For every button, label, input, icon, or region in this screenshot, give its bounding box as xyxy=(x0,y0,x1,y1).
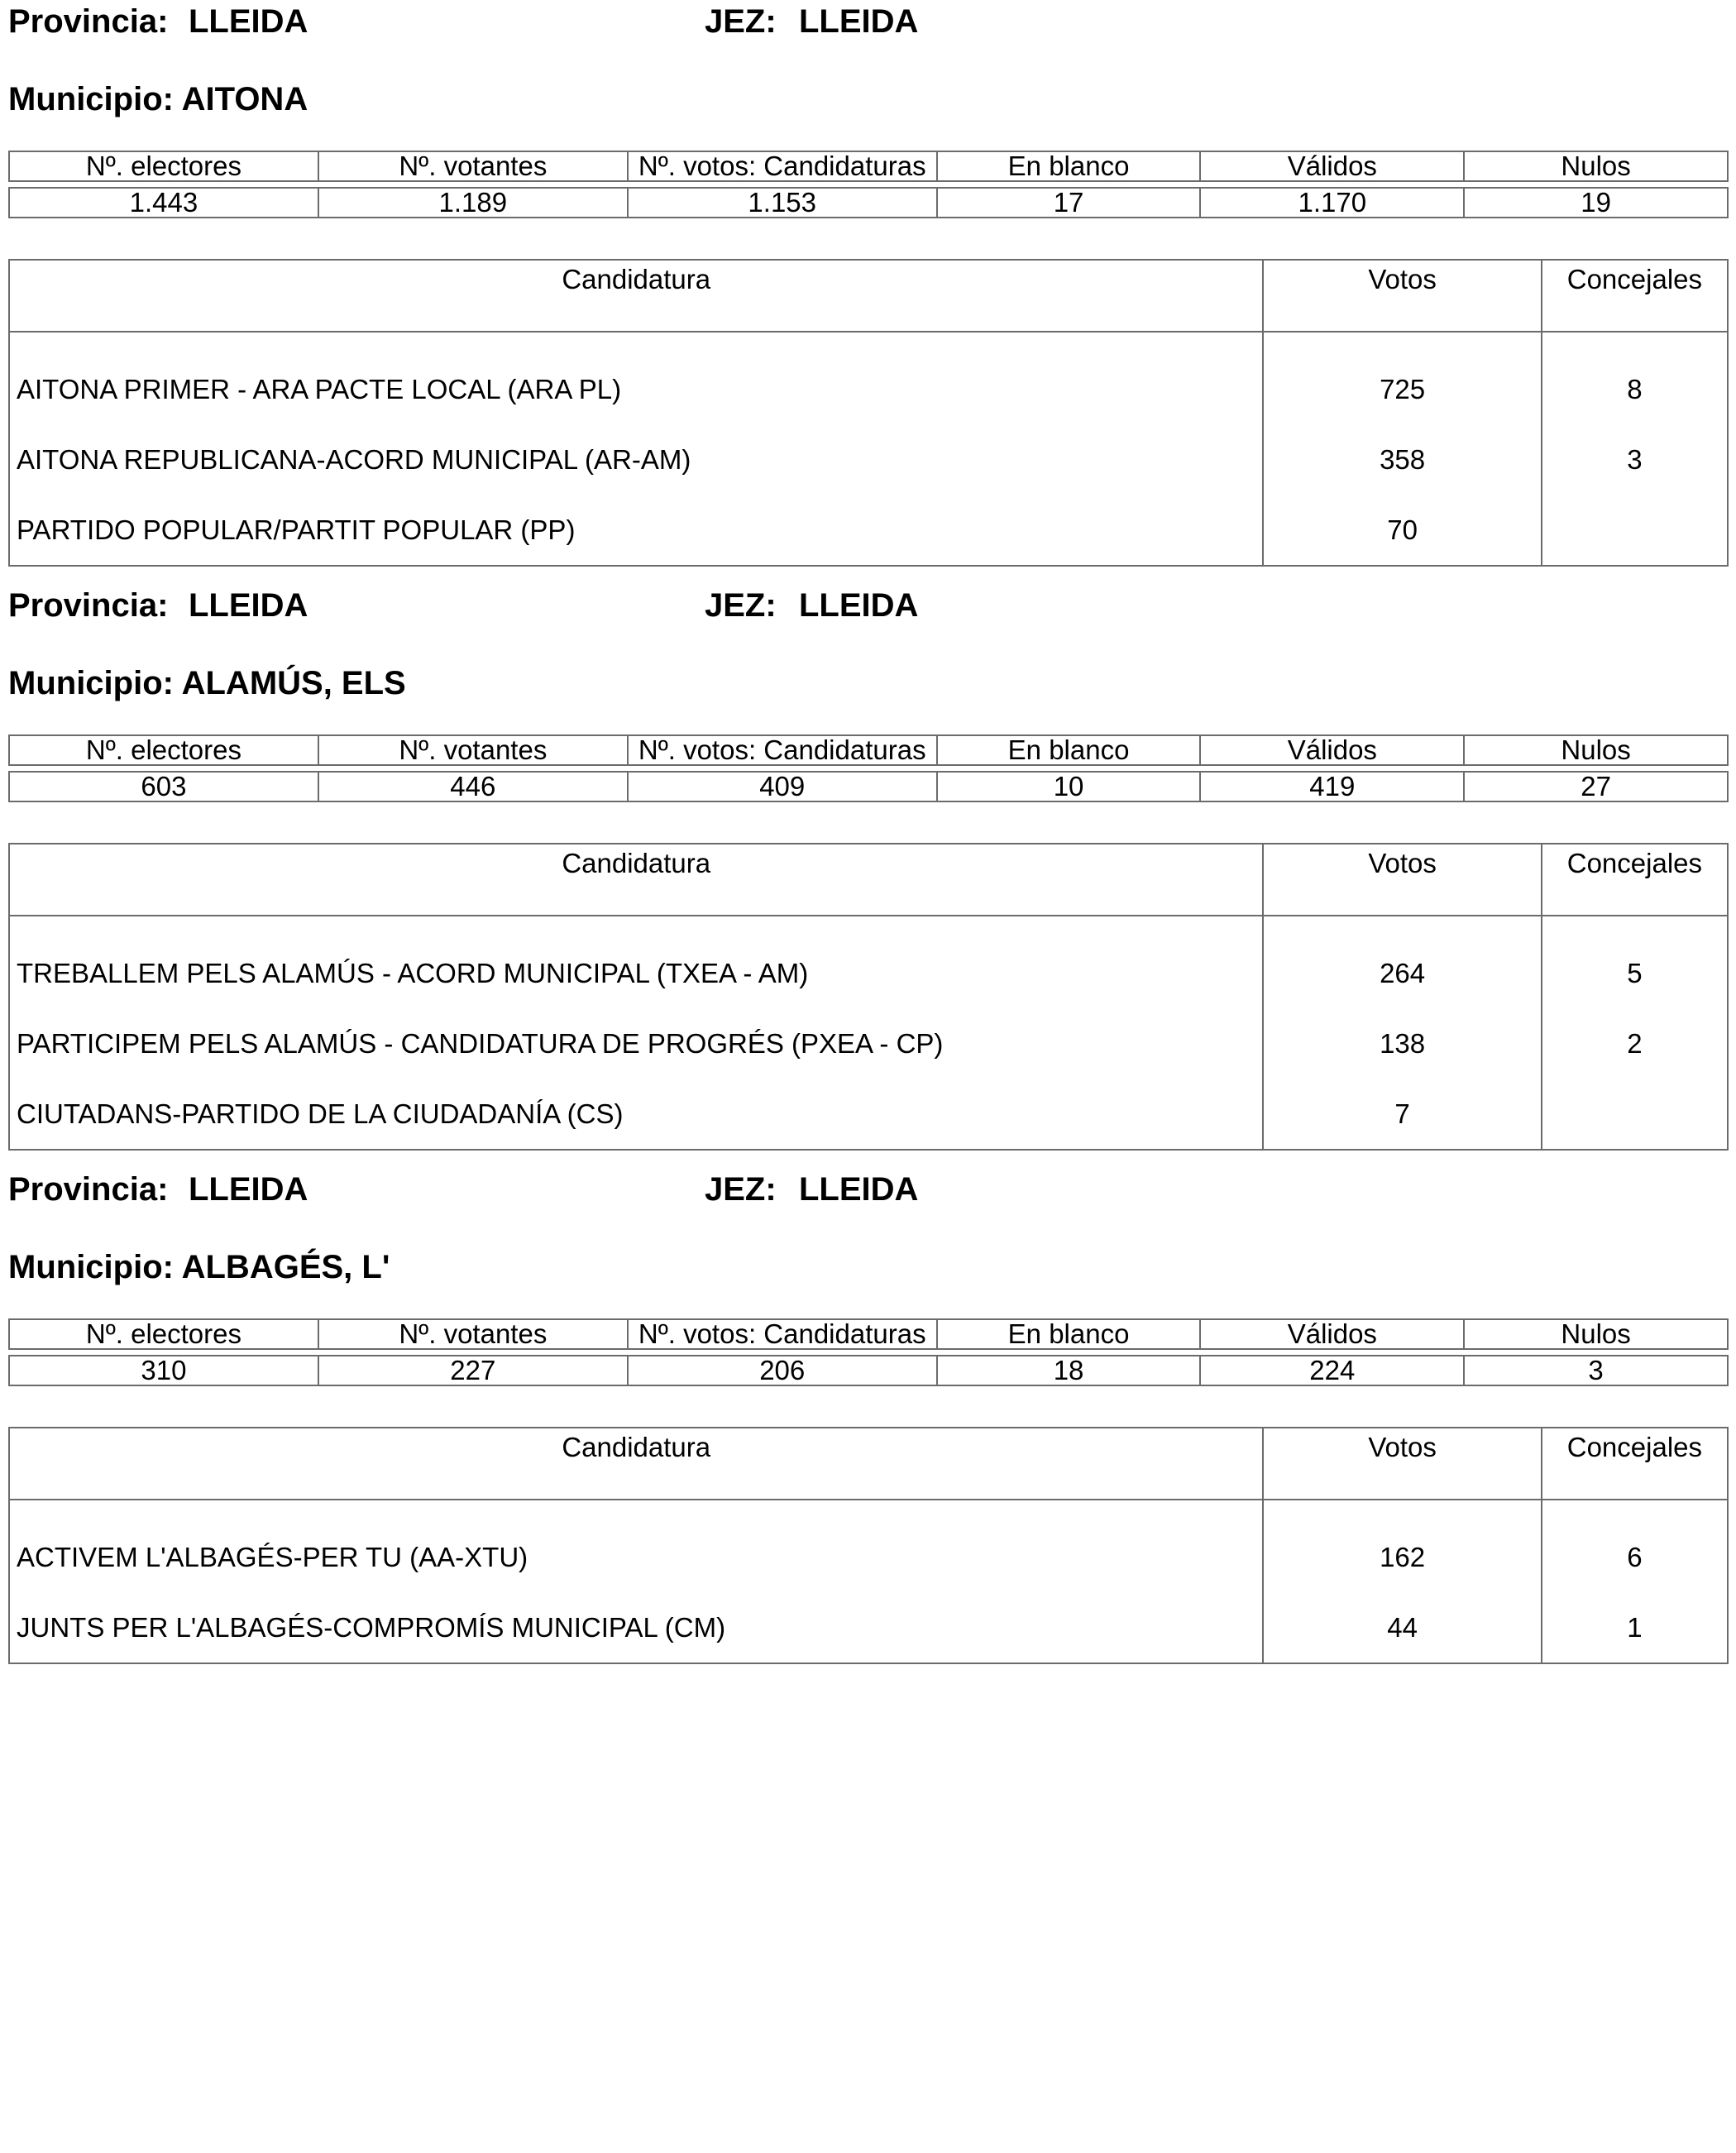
concejales-value xyxy=(1542,495,1728,566)
summary-value-cell: 409 xyxy=(628,772,937,801)
candidaturas-header-row xyxy=(9,844,1728,916)
candidatura-name: PARTIDO POPULAR/PARTIT POPULAR (PP) xyxy=(17,514,576,545)
summary-header-cell: Válidos xyxy=(1200,151,1464,181)
municipio-value: ALAMÚS, ELS xyxy=(181,665,406,701)
votos-value: 44 xyxy=(1263,1592,1541,1663)
provincia-label: Provincia: xyxy=(8,3,169,40)
summary-header-cell: Válidos xyxy=(1200,1319,1464,1349)
votos-value: 162 xyxy=(1263,1500,1541,1592)
summary-header-cell: Nº. electores xyxy=(9,151,318,181)
summary-header-cell: En blanco xyxy=(937,735,1201,765)
summary-value-row xyxy=(9,188,1728,218)
candidaturas-header-row xyxy=(9,260,1728,332)
votos-value: 70 xyxy=(1263,495,1541,566)
summary-header-row xyxy=(9,735,1728,765)
concejales-header: Concejales xyxy=(1542,844,1728,916)
summary-table xyxy=(8,734,1729,802)
concejales-header: Concejales xyxy=(1542,1428,1728,1500)
table-row xyxy=(9,1008,1728,1079)
concejales-value: 3 xyxy=(1542,424,1728,495)
concejales-value: 8 xyxy=(1542,332,1728,424)
municipio-label: Municipio: xyxy=(8,1249,174,1285)
summary-value-cell: 419 xyxy=(1200,772,1464,801)
municipio-title xyxy=(8,1246,390,1289)
provincia-value: LLEIDA xyxy=(189,587,308,624)
table-row xyxy=(9,916,1728,1008)
jez-value: LLEIDA xyxy=(799,587,919,624)
summary-value-cell: 227 xyxy=(318,1356,628,1385)
table-row xyxy=(9,495,1728,566)
jez-value: LLEIDA xyxy=(799,1171,919,1208)
summary-value-cell: 310 xyxy=(9,1356,318,1385)
summary-header-row xyxy=(9,1319,1728,1349)
table-row xyxy=(9,1079,1728,1150)
votos-value: 358 xyxy=(1263,424,1541,495)
province-header xyxy=(8,584,1729,634)
concejales-value: 6 xyxy=(1542,1500,1728,1592)
summary-value-cell: 1.189 xyxy=(318,188,628,218)
summary-value-cell: 603 xyxy=(9,772,318,801)
municipio-value: ALBAGÉS, L' xyxy=(181,1249,390,1285)
summary-table xyxy=(8,1318,1729,1386)
summary-spacer xyxy=(9,1349,1728,1356)
candidatura-name: TREBALLEM PELS ALAMÚS - ACORD MUNICIPAL (TXEA - AM) xyxy=(17,958,809,988)
provincia-value: LLEIDA xyxy=(189,1171,308,1208)
jez-label: JEZ: xyxy=(705,1171,777,1208)
summary-value-cell: 224 xyxy=(1200,1356,1464,1385)
summary-header-cell: Nº. electores xyxy=(9,735,318,765)
summary-value-cell: 17 xyxy=(937,188,1201,218)
summary-header-cell: En blanco xyxy=(937,1319,1201,1349)
summary-header-cell: Nº. electores xyxy=(9,1319,318,1349)
jez-label: JEZ: xyxy=(705,3,777,40)
votos-header: Votos xyxy=(1263,1428,1541,1500)
concejales-value xyxy=(1542,1079,1728,1150)
provincia-label: Provincia: xyxy=(8,1171,169,1208)
summary-value-cell: 10 xyxy=(937,772,1201,801)
table-row xyxy=(9,1500,1728,1592)
summary-value-cell: 1.153 xyxy=(628,188,937,218)
table-row xyxy=(9,332,1728,424)
summary-value-cell: 27 xyxy=(1464,772,1728,801)
candidaturas-table xyxy=(8,843,1729,1151)
candidatura-name: PARTICIPEM PELS ALAMÚS - CANDIDATURA DE PROGRÉS (PXEA - CP) xyxy=(17,1028,944,1059)
summary-header-cell: Nº. votantes xyxy=(318,1319,628,1349)
summary-header-cell: Nulos xyxy=(1464,151,1728,181)
summary-value-cell: 206 xyxy=(628,1356,937,1385)
municipio-value: AITONA xyxy=(181,81,308,117)
summary-value-row xyxy=(9,1356,1728,1385)
candidatura-name: AITONA PRIMER - ARA PACTE LOCAL (ARA PL) xyxy=(17,374,622,404)
summary-value-cell: 446 xyxy=(318,772,628,801)
summary-header-cell: Nº. votos: Candidaturas xyxy=(628,151,937,181)
votos-value: 264 xyxy=(1263,916,1541,1008)
candidatura-name: JUNTS PER L'ALBAGÉS-COMPROMÍS MUNICIPAL (CM) xyxy=(17,1612,726,1643)
summary-header-cell: Nº. votos: Candidaturas xyxy=(628,735,937,765)
summary-value-cell: 1.443 xyxy=(9,188,318,218)
votos-value: 725 xyxy=(1263,332,1541,424)
candidaturas-table xyxy=(8,1427,1729,1664)
candidaturas-header-row xyxy=(9,1428,1728,1500)
summary-value-cell: 19 xyxy=(1464,188,1728,218)
table-row xyxy=(9,1592,1728,1663)
summary-value-cell: 3 xyxy=(1464,1356,1728,1385)
votos-value: 7 xyxy=(1263,1079,1541,1150)
summary-spacer xyxy=(9,181,1728,188)
table-row xyxy=(9,424,1728,495)
votos-value: 138 xyxy=(1263,1008,1541,1079)
candidaturas-table xyxy=(8,259,1729,567)
votos-header: Votos xyxy=(1263,844,1541,916)
summary-header-cell: Nulos xyxy=(1464,735,1728,765)
summary-header-row xyxy=(9,151,1728,181)
provincia-label: Provincia: xyxy=(8,587,169,624)
concejales-value: 2 xyxy=(1542,1008,1728,1079)
provincia-value: LLEIDA xyxy=(189,3,308,40)
summary-header-cell: Nulos xyxy=(1464,1319,1728,1349)
summary-header-cell: En blanco xyxy=(937,151,1201,181)
concejales-header: Concejales xyxy=(1542,260,1728,332)
candidatura-name: ACTIVEM L'ALBAGÉS-PER TU (AA-XTU) xyxy=(17,1542,528,1572)
summary-value-cell: 1.170 xyxy=(1200,188,1464,218)
concejales-value: 5 xyxy=(1542,916,1728,1008)
concejales-value: 1 xyxy=(1542,1592,1728,1663)
municipio-label: Municipio: xyxy=(8,81,174,117)
summary-header-cell: Nº. votantes xyxy=(318,151,628,181)
province-header xyxy=(8,0,1729,50)
candidatura-name: CIUTADANS-PARTIDO DE LA CIUDADANÍA (CS) xyxy=(17,1098,624,1129)
summary-spacer xyxy=(9,765,1728,772)
summary-value-row xyxy=(9,772,1728,801)
votos-header: Votos xyxy=(1263,260,1541,332)
candidatura-header: Candidatura xyxy=(9,844,1263,916)
summary-header-cell: Nº. votos: Candidaturas xyxy=(628,1319,937,1349)
summary-table xyxy=(8,151,1729,218)
municipio-title xyxy=(8,78,308,121)
summary-header-cell: Válidos xyxy=(1200,735,1464,765)
province-header xyxy=(8,1168,1729,1218)
summary-header-cell: Nº. votantes xyxy=(318,735,628,765)
candidatura-header: Candidatura xyxy=(9,260,1263,332)
candidatura-name: AITONA REPUBLICANA-ACORD MUNICIPAL (AR-AM) xyxy=(17,444,691,475)
municipio-label: Municipio: xyxy=(8,665,174,701)
summary-value-cell: 18 xyxy=(937,1356,1201,1385)
municipio-title xyxy=(8,662,406,705)
jez-label: JEZ: xyxy=(705,587,777,624)
candidatura-header: Candidatura xyxy=(9,1428,1263,1500)
jez-value: LLEIDA xyxy=(799,3,919,40)
